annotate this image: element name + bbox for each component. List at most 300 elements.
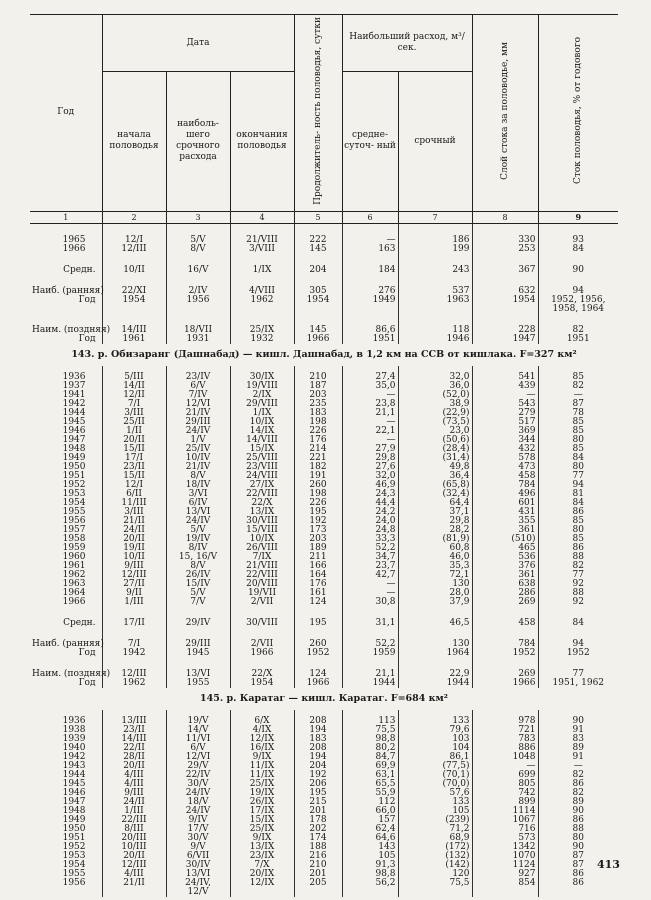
value-cell: 68,9 (398, 834, 472, 843)
value-cell: 7/I (102, 400, 166, 409)
value-cell: 65,5 (342, 780, 398, 789)
value-cell: 9/IV (166, 816, 230, 825)
value-cell: 104 (398, 744, 472, 753)
table-header (30, 15, 618, 224)
row-label-cell: 1959 (62, 542, 86, 553)
value-cell: 24/IV (166, 517, 230, 526)
value-cell: (132) (398, 852, 472, 861)
value-cell: 10/III (102, 843, 166, 852)
value-cell: 157 (342, 816, 398, 825)
value-cell: 195 (294, 508, 342, 517)
value-cell: 204 (294, 266, 342, 275)
value-cell (102, 305, 166, 314)
value-cell: 23,7 (342, 562, 398, 571)
value-cell: 199 (398, 245, 472, 254)
row-label-cell: 1937 (62, 380, 86, 391)
value-cell: 12/IX (230, 879, 294, 888)
value-cell: 214 (294, 445, 342, 454)
value-cell: 87 (538, 400, 618, 409)
value-cell: 44,4 (342, 499, 398, 508)
value-cell: 4/VIII (230, 287, 294, 296)
value-cell: 84 (538, 619, 618, 628)
value-cell: 4/III (102, 780, 166, 789)
value-cell: 854 (472, 879, 538, 888)
value-cell: 91 (538, 753, 618, 762)
value-cell: 81 (538, 490, 618, 499)
value-cell: 361 (472, 526, 538, 535)
value-cell: 742 (472, 789, 538, 798)
value-cell: 29/VIII (230, 400, 294, 409)
value-cell: 1962 (230, 296, 294, 305)
value-cell: 201 (294, 870, 342, 879)
row-label-cell: 1946 (62, 425, 86, 436)
row-label-cell: 1957 (62, 524, 86, 535)
station-title: 143. р. Обизаранг (Дашнабад) — кишл. Дашнабад, в 1,2 км на ССВ от кишлака. F=327 км² (71, 348, 577, 360)
value-cell: 18/IV (166, 481, 230, 490)
value-cell: 24/II (102, 526, 166, 535)
value-cell: 12/VI (166, 400, 230, 409)
value-cell: 14/V (166, 726, 230, 735)
row-label-cell: 1945 (62, 778, 86, 789)
max-row (30, 305, 618, 314)
value-cell: 22/VIII (230, 571, 294, 580)
value-cell: 1048 (472, 753, 538, 762)
table-body (30, 223, 618, 897)
value-cell: 243 (398, 266, 472, 275)
value-cell: 1955 (166, 679, 230, 688)
value-cell: 222 (294, 236, 342, 245)
value-cell: 130 (398, 580, 472, 589)
value-cell: 79,6 (398, 726, 472, 735)
value-cell: (65,8) (398, 481, 472, 490)
value-cell: 55,9 (342, 789, 398, 798)
col-number: 9 (538, 211, 618, 223)
value-cell: 1067 (472, 816, 538, 825)
col-number: 4 (230, 211, 294, 223)
value-cell: 86 (538, 780, 618, 789)
value-cell: 14/VIII (230, 436, 294, 445)
value-cell: 6/VII (166, 852, 230, 861)
value-cell: 369 (472, 427, 538, 436)
col-number: 5 (294, 211, 342, 223)
value-cell: 20/II (102, 535, 166, 544)
value-cell: 17/I (102, 454, 166, 463)
value-cell: 71,2 (398, 825, 472, 834)
row-label-cell: 1942 (62, 751, 86, 762)
value-cell: 4/III (102, 771, 166, 780)
value-cell: (52,0) (398, 391, 472, 400)
value-cell: 86 (538, 508, 618, 517)
spacer-cell (472, 223, 538, 236)
table-row (30, 888, 618, 897)
row-label-cell: Наим. (поздняя) (32, 668, 111, 679)
value-cell: 5/III (102, 373, 166, 382)
value-cell: 84 (538, 245, 618, 254)
value-cell: 25/VIII (230, 454, 294, 463)
value-cell: 7/V (166, 598, 230, 607)
value-cell: 186 (398, 236, 472, 245)
value-cell: 21/II (102, 879, 166, 888)
value-cell: 30/IX (230, 373, 294, 382)
row-label-cell: 1954 (62, 497, 86, 508)
value-cell: 145 (294, 326, 342, 335)
value-cell: 536 (472, 553, 538, 562)
value-cell: 98,8 (342, 735, 398, 744)
value-cell: 330 (472, 236, 538, 245)
value-cell: 431 (472, 508, 538, 517)
value-cell: 6/V (166, 744, 230, 753)
value-cell: 439 (472, 382, 538, 391)
value-cell: 18/V (166, 798, 230, 807)
row-label-cell: 1941 (62, 389, 86, 400)
value-cell: 10/IV (166, 454, 230, 463)
value-cell: 198 (294, 418, 342, 427)
spacer-cell (538, 223, 618, 236)
mean-row (30, 619, 618, 628)
value-cell: (28,4) (398, 445, 472, 454)
value-cell: 30/V (166, 780, 230, 789)
value-cell: 80 (538, 463, 618, 472)
value-cell: 46,5 (398, 619, 472, 628)
value-cell: 84 (538, 454, 618, 463)
value-cell: 17/V (166, 825, 230, 834)
value-cell: 25/IX (230, 825, 294, 834)
value-cell: (81,9) (398, 535, 472, 544)
value-cell: 1/III (102, 807, 166, 816)
row-label-cell: 1945 (62, 416, 86, 427)
value-cell: 6/II (102, 490, 166, 499)
row-label-cell (30, 305, 102, 314)
value-cell: 31,1 (342, 619, 398, 628)
value-cell: 716 (472, 825, 538, 834)
value-cell: 1342 (472, 843, 538, 852)
value-cell: 20/II (102, 436, 166, 445)
value-cell: 20/IX (230, 870, 294, 879)
value-cell: 15, 16/V (166, 553, 230, 562)
value-cell: 12/I (102, 481, 166, 490)
value-cell: 4/IX (230, 726, 294, 735)
value-cell: 77 (538, 472, 618, 481)
value-cell: 1954 (472, 296, 538, 305)
value-cell: 1/II (102, 427, 166, 436)
value-cell: 52,2 (342, 544, 398, 553)
value-cell: 189 (294, 544, 342, 553)
value-cell: 6/X (230, 717, 294, 726)
table-row (30, 879, 618, 888)
value-cell: 1124 (472, 861, 538, 870)
value-cell: 22,9 (398, 670, 472, 679)
value-cell: 21/VIII (230, 236, 294, 245)
value-cell: 94 (538, 287, 618, 296)
value-cell: 13/VI (166, 670, 230, 679)
value-cell: 85 (538, 517, 618, 526)
value-cell: 11/IX (230, 771, 294, 780)
row-label-cell: 1965 (62, 234, 86, 245)
value-cell: 15/IX (230, 445, 294, 454)
value-cell: 5/V (166, 236, 230, 245)
value-cell: 18/VII (166, 326, 230, 335)
value-cell: 14/III (102, 326, 166, 335)
row-label-cell: 1966 (62, 596, 86, 607)
row-label-cell: 1966 (62, 243, 86, 254)
value-cell: 8/V (166, 562, 230, 571)
value-cell: 12/II (102, 391, 166, 400)
value-cell: 978 (472, 717, 538, 726)
value-cell: 1945 (166, 649, 230, 658)
value-cell: 192 (294, 771, 342, 780)
page-number: 413 (597, 858, 620, 871)
value-cell: 15/II (102, 445, 166, 454)
value-cell: 130 (398, 640, 472, 649)
value-cell (472, 305, 538, 314)
value-cell: 9/IX (230, 834, 294, 843)
value-cell: (31,4) (398, 454, 472, 463)
value-cell: 27,6 (342, 463, 398, 472)
value-cell: 10/II (102, 266, 166, 275)
value-cell: (70,0) (398, 780, 472, 789)
value-cell: 42,7 (342, 571, 398, 580)
row-label-cell: Наим. (поздняя) (32, 324, 111, 335)
value-cell: 133 (398, 798, 472, 807)
value-cell: 12/IX (230, 735, 294, 744)
value-cell: 205 (294, 879, 342, 888)
value-cell: 90 (538, 717, 618, 726)
value-cell: 1951 (538, 335, 618, 344)
value-cell: 24,3 (342, 490, 398, 499)
col-date-group-header: Дата (102, 15, 294, 72)
spacer-cell (102, 223, 166, 236)
value-cell: 1966 (294, 335, 342, 344)
value-cell: 1931 (166, 335, 230, 344)
value-cell: 9/II (102, 589, 166, 598)
value-cell: 1/V (166, 436, 230, 445)
row-label-cell: 1940 (62, 742, 86, 753)
value-cell: (73,5) (398, 418, 472, 427)
value-cell: 82 (538, 789, 618, 798)
value-cell: 3/VI (166, 490, 230, 499)
value-cell: 80 (538, 526, 618, 535)
value-cell: 4/III (102, 870, 166, 879)
row-label-cell: 1952 (62, 841, 86, 852)
value-cell: 85 (538, 427, 618, 436)
value-cell: 94 (538, 481, 618, 490)
value-cell: 9/IX (230, 753, 294, 762)
value-cell: 10/IX (230, 535, 294, 544)
value-cell: 89 (538, 744, 618, 753)
col-number: 2 (102, 211, 166, 223)
value-cell: 87 (538, 861, 618, 870)
col-number: 8 (472, 211, 538, 223)
value-cell: 458 (472, 472, 538, 481)
value-cell: 37,1 (398, 508, 472, 517)
row-label-cell: 1944 (62, 407, 86, 418)
max-row (30, 296, 618, 305)
value-cell: 77 (538, 571, 618, 580)
value-cell: 15/IX (230, 816, 294, 825)
row-label-cell: 1951 (62, 470, 86, 481)
value-cell: 9/III (102, 789, 166, 798)
spacer-cell (398, 223, 472, 236)
value-cell: 78 (538, 409, 618, 418)
value-cell: 183 (294, 735, 342, 744)
row-label-cell: 1939 (62, 733, 86, 744)
row-label-cell: 1962 (62, 569, 86, 580)
value-cell: 8/III (102, 825, 166, 834)
value-cell: 35,0 (342, 382, 398, 391)
value-cell: 12/VI (166, 753, 230, 762)
value-cell: 2/VII (230, 640, 294, 649)
value-cell: 1966 (294, 679, 342, 688)
value-cell: 30,8 (342, 598, 398, 607)
row-label-cell: 1949 (62, 452, 86, 463)
value-cell (342, 888, 398, 897)
value-cell: 37,9 (398, 598, 472, 607)
value-cell: 75,5 (398, 879, 472, 888)
value-cell: 22,1 (342, 427, 398, 436)
value-cell: 22/IV (166, 771, 230, 780)
value-cell: — (472, 391, 538, 400)
value-cell: 27/II (102, 580, 166, 589)
station-title-row (30, 688, 618, 710)
value-cell: 210 (294, 861, 342, 870)
value-cell: 195 (294, 619, 342, 628)
value-cell: 32,0 (398, 373, 472, 382)
value-cell: 12/I (102, 236, 166, 245)
value-cell: 25/IV (166, 445, 230, 454)
value-cell: 1/IX (230, 266, 294, 275)
value-cell: 10/II (102, 553, 166, 562)
row-label-cell: 1958 (62, 533, 86, 544)
value-cell: 9/V (166, 843, 230, 852)
value-cell: 23/IV (166, 373, 230, 382)
value-cell: — (342, 589, 398, 598)
value-cell: 638 (472, 580, 538, 589)
value-cell: 276 (342, 287, 398, 296)
value-cell: 98,8 (342, 870, 398, 879)
col-number: 7 (398, 211, 472, 223)
value-cell: 1/IX (230, 409, 294, 418)
value-cell: 49,8 (398, 463, 472, 472)
value-cell: 886 (472, 744, 538, 753)
value-cell: 64,6 (342, 834, 398, 843)
value-cell: 12/III (102, 670, 166, 679)
value-cell: 473 (472, 463, 538, 472)
value-cell: 699 (472, 771, 538, 780)
value-cell: 3/VIII (230, 245, 294, 254)
value-cell: 22/III (102, 816, 166, 825)
value-cell: 1947 (472, 335, 538, 344)
table-row (30, 245, 618, 254)
value-cell: 1070 (472, 852, 538, 861)
value-cell: 361 (472, 571, 538, 580)
value-cell: 28,0 (398, 589, 472, 598)
row-label-cell: Год (78, 294, 96, 305)
value-cell: 113 (342, 717, 398, 726)
value-cell: 46,0 (398, 553, 472, 562)
value-cell: (172) (398, 843, 472, 852)
value-cell: 14/II (102, 382, 166, 391)
value-cell: 24/IV (166, 789, 230, 798)
value-cell: 88 (538, 589, 618, 598)
col-number: 6 (342, 211, 398, 223)
value-cell: 367 (472, 266, 538, 275)
value-cell: 899 (472, 798, 538, 807)
value-cell: 16/V (166, 266, 230, 275)
value-cell: 226 (294, 427, 342, 436)
value-cell: 143 (342, 843, 398, 852)
value-cell: 226 (294, 499, 342, 508)
value-cell: 632 (472, 287, 538, 296)
row-label-cell: 1956 (62, 877, 86, 888)
row-label-cell: 1961 (62, 560, 86, 571)
value-cell: 537 (398, 287, 472, 296)
value-cell: 21/VIII (230, 562, 294, 571)
value-cell: 26/IV (166, 571, 230, 580)
value-cell: 28/II (102, 753, 166, 762)
value-cell: 86,1 (398, 753, 472, 762)
value-cell: 15/IV (166, 580, 230, 589)
col-year-header: Год (30, 15, 102, 212)
value-cell: 24,2 (342, 508, 398, 517)
row-label-cell: 1947 (62, 796, 86, 807)
value-cell: 203 (294, 535, 342, 544)
col-daily-header: средне- суточ- ный (342, 72, 398, 212)
value-cell: 14/IX (230, 427, 294, 436)
value-cell: 29,8 (398, 517, 472, 526)
value-cell: — (342, 436, 398, 445)
value-cell: 90 (538, 266, 618, 275)
row-label-cell: 1936 (62, 371, 86, 382)
value-cell (102, 888, 166, 897)
value-cell: 1958, 1964 (538, 305, 618, 314)
value-cell: 202 (294, 825, 342, 834)
value-cell: 80 (538, 436, 618, 445)
value-cell: 19/VII (230, 589, 294, 598)
value-cell: 86 (538, 544, 618, 553)
row-label-cell: 1944 (62, 769, 86, 780)
station-title-row (30, 344, 618, 366)
col-duration-header: Продолжитель- ность половодья, сутки (294, 15, 342, 212)
spacer-row (30, 223, 618, 236)
value-cell: 69,9 (342, 762, 398, 771)
value-cell: 26/VIII (230, 544, 294, 553)
value-cell: 578 (472, 454, 538, 463)
value-cell: 1956 (166, 296, 230, 305)
row-label-cell: 1955 (62, 868, 86, 879)
value-cell: 13/VI (166, 508, 230, 517)
value-cell: 721 (472, 726, 538, 735)
value-cell: 30/VIII (230, 517, 294, 526)
value-cell: 22/X (230, 499, 294, 508)
value-cell: 60,8 (398, 544, 472, 553)
value-cell: 517 (472, 418, 538, 427)
value-cell: 1949 (342, 296, 398, 305)
value-cell: 21/II (102, 517, 166, 526)
value-cell: 1952 (294, 649, 342, 658)
value-cell: 75,5 (342, 726, 398, 735)
value-cell: 89 (538, 798, 618, 807)
row-label-cell: 1951 (62, 832, 86, 843)
value-cell: 8/IV (166, 544, 230, 553)
value-cell: 344 (472, 436, 538, 445)
value-cell: 34,7 (342, 553, 398, 562)
value-cell: — (472, 762, 538, 771)
value-cell: 1942 (102, 649, 166, 658)
value-cell: 221 (294, 454, 342, 463)
value-cell: 26/IX (230, 798, 294, 807)
value-cell: 94 (538, 640, 618, 649)
value-cell: 124 (294, 670, 342, 679)
